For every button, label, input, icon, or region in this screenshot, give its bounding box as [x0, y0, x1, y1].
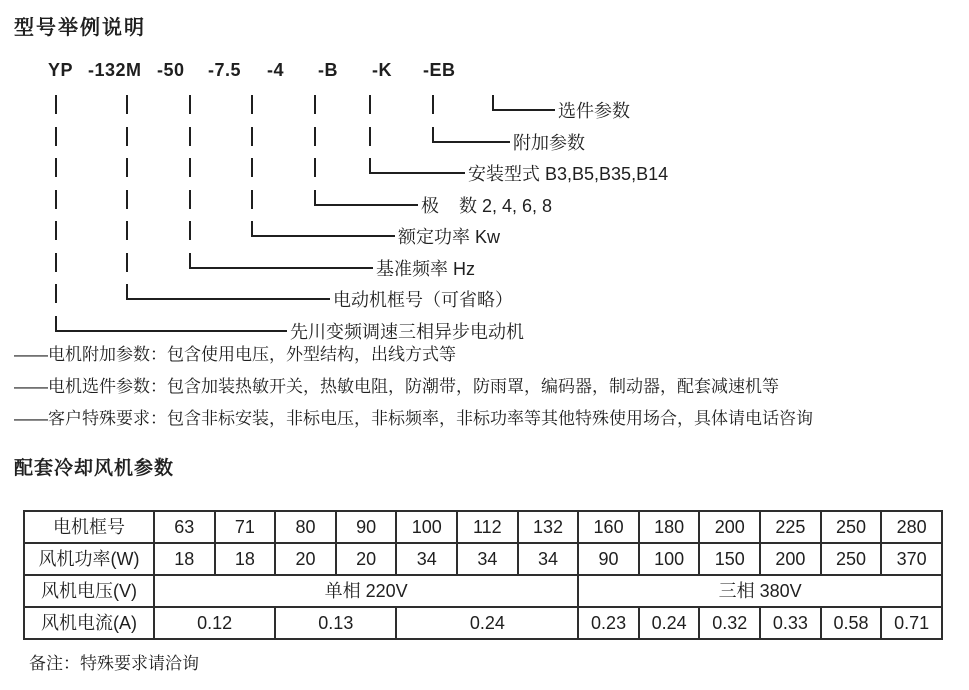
- fan-table-cell: 200: [760, 543, 821, 575]
- fan-table-cell: 80: [275, 511, 336, 543]
- fan-table-cell: 18: [154, 543, 215, 575]
- fan-table-cell: 100: [639, 543, 700, 575]
- note-line: ——客户特殊要求：包含非标安装，非标电压，非标频率，非标功率等其他特殊使用场合，具体请电话咨询: [14, 409, 813, 428]
- tree-bar: [189, 221, 191, 240]
- tree-bar: [55, 284, 57, 303]
- diagram-row: [0, 123, 969, 153]
- diagram-row-label: 附加参数: [513, 133, 585, 153]
- model-code-segment: -7.5: [208, 60, 242, 80]
- fan-table-cell: 250: [821, 511, 882, 543]
- diagram-row: [0, 280, 969, 310]
- tree-bar: [126, 127, 128, 146]
- tree-connector: [314, 190, 418, 206]
- fan-table-cell: 225: [760, 511, 821, 543]
- fan-table-cell: 34: [518, 543, 579, 575]
- diagram-row-label: 安装型式 B3,B5,B35,B14: [468, 164, 669, 184]
- tree-bar: [189, 95, 191, 114]
- model-code-line: [0, 60, 969, 86]
- fan-table-cell: 20: [275, 543, 336, 575]
- tree-bar: [55, 253, 57, 272]
- fan-table-cell: 单相 220V: [154, 575, 578, 607]
- fan-table-cell: 0.24: [639, 607, 700, 639]
- tree-bar: [126, 221, 128, 240]
- fan-section-heading: 配套冷却风机参数: [14, 458, 175, 479]
- tree-bar: [55, 127, 57, 146]
- note-line: ——电机选件参数：包含加装热敏开关，热敏电阻，防潮带，防雨罩，编码器，制动器，配套减速机等: [14, 377, 779, 396]
- diagram-row-label: 极 数 2, 4, 6, 8: [421, 196, 553, 216]
- fan-table: [23, 510, 943, 640]
- tree-bar: [314, 95, 316, 114]
- tree-bar: [369, 127, 371, 146]
- fan-table-row-label: 风机功率(W): [24, 543, 154, 575]
- fan-table-cell: 0.33: [760, 607, 821, 639]
- tree-bar: [251, 190, 253, 209]
- fan-table-cell: 20: [336, 543, 397, 575]
- model-code-segment: -50: [157, 60, 185, 80]
- model-code-segment: YP: [48, 60, 74, 80]
- fan-table-cell: 34: [457, 543, 518, 575]
- fan-table-cell: 180: [639, 511, 700, 543]
- tree-bar: [189, 190, 191, 209]
- diagram-row-label: 额定功率 Kw: [398, 227, 501, 247]
- tree-connector: [432, 127, 510, 143]
- tree-bar: [251, 158, 253, 177]
- tree-bar: [55, 95, 57, 114]
- diagram-row: [0, 91, 969, 121]
- fan-table-cell: 0.32: [699, 607, 760, 639]
- fan-table-cell: 150: [699, 543, 760, 575]
- tree-bar: [189, 127, 191, 146]
- diagram-row-label: 先川变频调速三相异步电动机: [290, 322, 524, 342]
- footnote: 备注：特殊要求请洽询: [29, 654, 199, 673]
- tree-bar: [126, 190, 128, 209]
- tree-bar: [126, 158, 128, 177]
- tree-bar: [251, 95, 253, 114]
- model-code-segment: -132M: [88, 60, 142, 80]
- tree-connector: [251, 221, 395, 237]
- fan-table-row-label: 风机电流(A): [24, 607, 154, 639]
- fan-table-cell: 90: [578, 543, 639, 575]
- fan-table-cell: 250: [821, 543, 882, 575]
- fan-table-row: [24, 575, 942, 607]
- fan-table-cell: 71: [215, 511, 276, 543]
- tree-bar: [432, 95, 434, 114]
- fan-table-cell: 0.24: [396, 607, 578, 639]
- diagram-row: [0, 217, 969, 247]
- diagram-row: [0, 249, 969, 279]
- fan-table-row: [24, 543, 942, 575]
- diagram-row: [0, 312, 969, 342]
- tree-bar: [369, 95, 371, 114]
- diagram-row: [0, 186, 969, 216]
- diagram-row-label: 电动机框号（可省略）: [333, 290, 513, 310]
- fan-table-cell: 0.58: [821, 607, 882, 639]
- tree-connector: [55, 316, 287, 332]
- tree-connector: [369, 158, 465, 174]
- tree-bar: [189, 158, 191, 177]
- fan-table-cell: 0.71: [881, 607, 942, 639]
- tree-bar: [251, 127, 253, 146]
- fan-table-cell: 160: [578, 511, 639, 543]
- fan-table-cell: 200: [699, 511, 760, 543]
- tree-bar: [55, 221, 57, 240]
- fan-table-cell: 0.23: [578, 607, 639, 639]
- fan-table-cell: 90: [336, 511, 397, 543]
- fan-table-row: [24, 511, 942, 543]
- fan-table-row: [24, 607, 942, 639]
- diagram-row: [0, 154, 969, 184]
- tree-connector: [126, 284, 330, 300]
- note-line: ——电机附加参数：包含使用电压，外型结构，出线方式等: [14, 345, 456, 364]
- tree-bar: [126, 95, 128, 114]
- fan-table-cell: 三相 380V: [578, 575, 942, 607]
- tree-bar: [55, 190, 57, 209]
- fan-table-cell: 63: [154, 511, 215, 543]
- tree-connector: [492, 95, 555, 111]
- tree-connector: [189, 253, 373, 269]
- model-code-segment: -B: [318, 60, 338, 80]
- fan-table-cell: 132: [518, 511, 579, 543]
- fan-table-cell: 0.12: [154, 607, 275, 639]
- model-code-segment: -4: [267, 60, 285, 80]
- fan-table-cell: 34: [396, 543, 457, 575]
- fan-table-cell: 112: [457, 511, 518, 543]
- model-code-segment: -EB: [423, 60, 456, 80]
- fan-table-cell: 0.13: [275, 607, 396, 639]
- fan-table-row-label: 风机电压(V): [24, 575, 154, 607]
- fan-table-cell: 18: [215, 543, 276, 575]
- tree-bar: [314, 158, 316, 177]
- tree-bar: [55, 158, 57, 177]
- page-title: 型号举例说明: [14, 17, 146, 39]
- fan-table-cell: 280: [881, 511, 942, 543]
- fan-table-cell: 100: [396, 511, 457, 543]
- tree-bar: [314, 127, 316, 146]
- diagram-row-label: 选件参数: [558, 101, 630, 121]
- model-code-segment: -K: [372, 60, 392, 80]
- tree-bar: [126, 253, 128, 272]
- fan-table-cell: 370: [881, 543, 942, 575]
- diagram-row-label: 基准频率 Hz: [376, 259, 475, 279]
- fan-table-row-label: 电机框号: [24, 511, 154, 543]
